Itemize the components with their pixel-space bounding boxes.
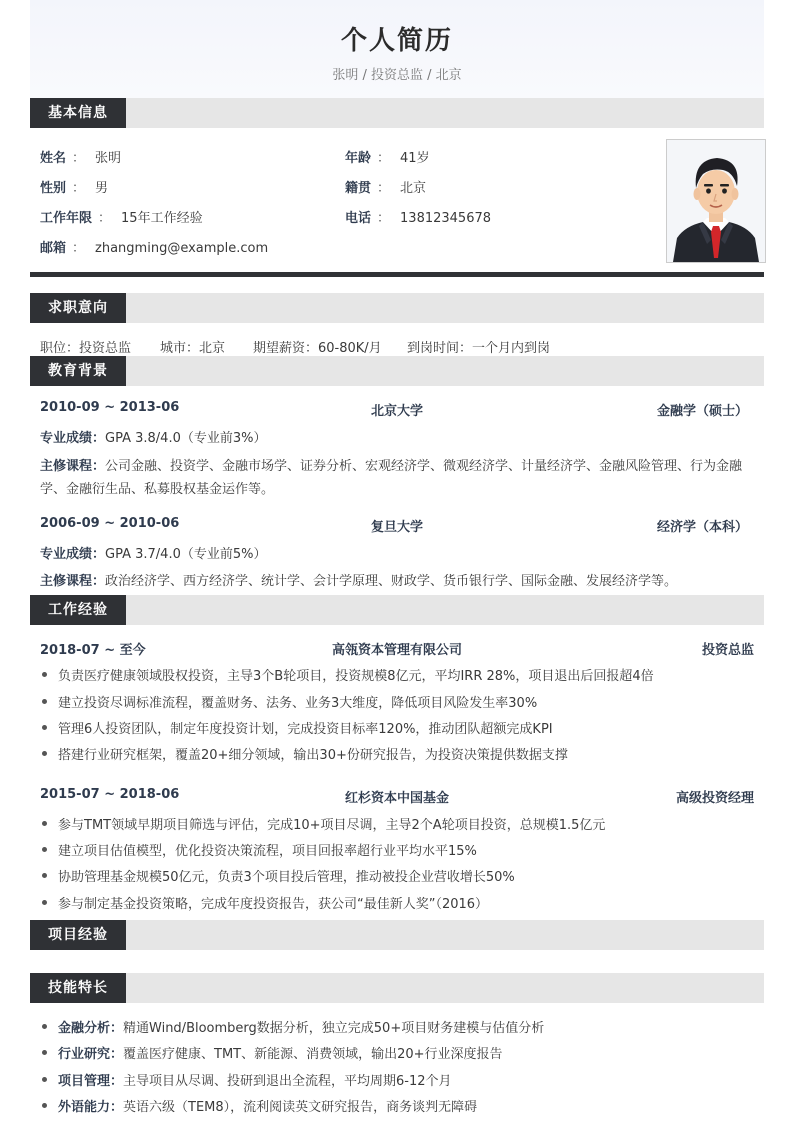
job-1-period: 2018-07 ~ 至今 [40,643,146,658]
section-skills-title: 技能特长 [30,973,126,1003]
name-value: 张明 [95,151,122,166]
email-value[interactable]: zhangming@example.com [95,241,269,256]
age-label: 年龄 [345,151,372,166]
edu-1-course-label: 主修课程： [40,459,106,474]
phone-value: 13812345678 [400,211,492,226]
section-intent-title: 求职意向 [30,293,126,323]
avatar-portrait-icon [666,139,766,263]
gender-value: 男 [95,181,109,196]
basic-years-row [40,207,203,226]
section-basic-header [30,98,764,128]
edu-2-school: 复旦大学 [370,520,423,535]
years-label: 工作年限 [40,211,93,226]
edu-1-degree: 金融学（硕士） [656,404,748,419]
section-work-header [30,595,764,625]
colon: ： [377,211,391,226]
section-basic-title: 基本信息 [30,98,126,128]
section-projects-title: 项目经验 [30,920,126,950]
page-title: 个人简历 [340,26,453,56]
job-1-title: 投资总监 [701,643,754,658]
job-1-bullet-1: 负责医疗健康领域股权投资，主导3个B轮项目，投资规模8亿元，平均IRR 28%，项目退出后回报超4倍 [46,665,654,684]
edu-1-score-label: 专业成绩： [40,431,106,446]
section-work-title: 工作经验 [30,595,126,625]
colon: ： [72,241,86,256]
intent-position: 职位：投资总监 [40,341,132,356]
colon: ： [72,181,86,196]
basic-phone-row [345,207,491,226]
section-education-title: 教育背景 [30,356,126,386]
basic-age-row [345,147,430,166]
section-divider [30,272,764,277]
job-2-bullet-3: 协助管理基金规模50亿元，负责3个项目投后管理，推动被投企业营收增长50% [46,866,515,885]
job-2-title: 高级投资经理 [675,791,754,806]
age-value: 41岁 [400,151,430,166]
years-value: 15年工作经验 [121,211,203,226]
page-subtitle: 张明 / 投资总监 / 北京 [332,68,462,83]
hometown-label: 籍贯 [345,181,372,196]
basic-email-row [40,237,268,256]
resume-header [30,0,764,98]
edu-2-course-row [40,570,677,589]
section-projects-header [30,920,764,950]
basic-name-row [40,147,121,166]
edu-1-score: GPA 3.8/4.0（专业前3%） [105,431,267,446]
email-label: 邮箱 [40,241,67,256]
job-1-bullet-3: 管理6人投资团队，制定年度投资计划，完成投资目标率120%，推动团队超额完成KPI [46,718,553,737]
edu-1-course-row [40,455,742,474]
intent-available: 到岗时间：一个月内到岗 [407,341,551,356]
skill-item-finance: 金融分析：精通Wind/Bloomberg数据分析，独立完成50+项目财务建模与估值分析 [46,1017,544,1036]
job-2-company: 红杉资本中国基金 [344,791,449,806]
job-2-bullet-1: 参与TMT领域早期项目筛选与评估，完成10+项目尽调，主导2个A轮项目投资，总规模1.5亿元 [46,814,605,833]
section-skills-header [30,973,764,1003]
colon: ： [98,211,112,226]
skill-item-pm: 项目管理：主导项目从尽调、投研到退出全流程，平均周期6-12个月 [46,1070,452,1089]
edu-1-period: 2010-09 ~ 2013-06 [40,400,180,415]
edu-2-score: GPA 3.7/4.0（专业前5%） [105,547,267,562]
job-2-bullet-4: 参与制定基金投资策略，完成年度投资报告，获公司“最佳新人奖”（2016） [46,893,488,912]
edu-2-degree: 经济学（本科） [656,520,748,535]
edu-2-period: 2006-09 ~ 2010-06 [40,516,180,531]
edu-1-courses-line2: 学、金融衍生品、私募股权基金运作等。 [40,482,275,497]
job-1-bullet-2: 建立投资尽调标准流程，覆盖财务、法务、业务3大维度，降低项目风险发生率30% [46,692,537,711]
intent-salary: 期望薪资：60-80K/月 [253,341,382,356]
edu-1-score-row [40,427,266,446]
name-label: 姓名 [40,151,67,166]
phone-label: 电话 [345,211,372,226]
edu-2-courses-line1: 政治经济学、西方经济学、统计学、会计学原理、财政学、货币银行学、国际金融、发展经济学等。 [105,574,678,589]
colon: ： [72,151,86,166]
section-education-header [30,356,764,386]
avatar-illustration [667,140,765,262]
edu-2-course-label: 主修课程： [40,574,106,589]
resume-page [30,0,764,1123]
edu-2-score-row [40,543,266,562]
section-intent-header [30,293,764,323]
skill-item-research: 行业研究：覆盖医疗健康、TMT、新能源、消费领域，输出20+行业深度报告 [46,1043,503,1062]
hometown-value: 北京 [400,181,427,196]
job-1-company: 高瓴资本管理有限公司 [331,643,462,658]
colon: ： [377,151,391,166]
job-2-period: 2015-07 ~ 2018-06 [40,787,180,802]
edu-1-courses-line1: 公司金融、投资学、金融市场学、证券分析、宏观经济学、微观经济学、计量经济学、金融风险管理、行为金融 [105,459,743,474]
skill-item-language: 外语能力：英语六级（TEM8），流利阅读英文研究报告，商务谈判无障碍 [46,1096,477,1115]
basic-hometown-row [345,177,426,196]
intent-city: 城市：北京 [160,341,226,356]
gender-label: 性别 [40,181,67,196]
edu-2-score-label: 专业成绩： [40,547,106,562]
edu-1-school: 北京大学 [370,404,423,419]
basic-gender-row [40,177,108,196]
job-2-bullet-2: 建立项目估值模型，优化投资决策流程，项目回报率超行业平均水平15% [46,840,477,859]
colon: ： [377,181,391,196]
job-1-bullet-4: 搭建行业研究框架，覆盖20+细分领域，输出30+份研究报告，为投资决策提供数据支撑 [46,744,568,763]
